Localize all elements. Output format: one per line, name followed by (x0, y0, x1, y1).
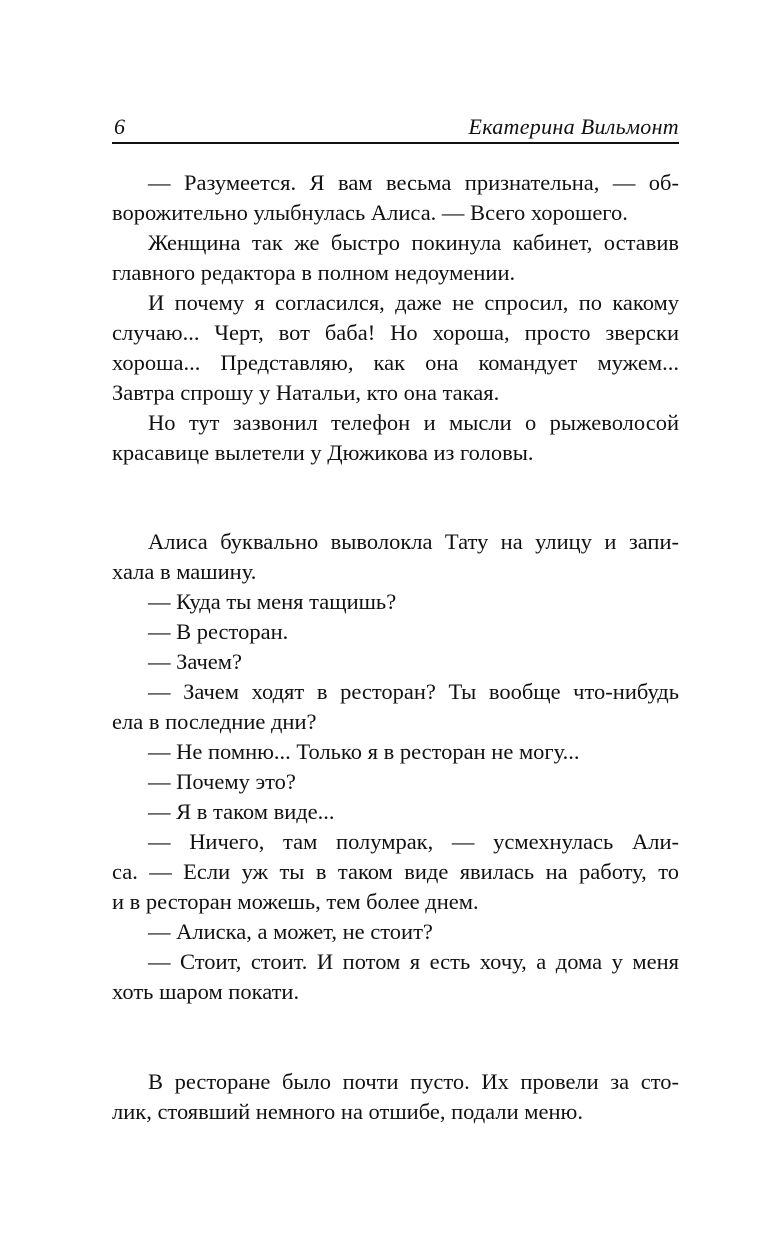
author-running-head: Екатерина Вильмонт (468, 114, 679, 139)
text-line: И почему я согласился, даже не спросил, по какому (148, 290, 679, 315)
text-line: лик, стоявший немного на отшибе, подали меню. (112, 1099, 583, 1124)
text-line: — Стоит, стоит. И потом я есть хочу, а дома у меня (148, 949, 679, 974)
text-line: Завтра спрошу у Натальи, кто она такая. (112, 380, 500, 405)
text-line: — Зачем ходят в ресторан? Ты вообще что-нибудь (148, 679, 679, 704)
text-line: хоть шаром покати. (112, 979, 300, 1004)
text-line: — Не помню... Только я в ресторан не могу... (148, 739, 580, 764)
text-line: ела в последние дни? (112, 709, 317, 734)
text-line: хороша... Представляю, как она командует мужем... (112, 350, 679, 375)
text-line: ворожительно улыбнулась Алиса. — Всего хорошего. (112, 200, 628, 225)
text-block-1 (112, 168, 679, 468)
text-line: случаю... Черт, вот баба! Но хороша, просто зверски (112, 320, 679, 345)
text-line: — Зачем? (148, 649, 243, 674)
text-line: Но тут зазвонил телефон и мысли о рыжеволосой (148, 410, 679, 435)
running-header (112, 112, 679, 144)
text-line: Женщина так же быстро покинула кабинет, оставив (148, 230, 679, 255)
text-line: — Куда ты меня тащишь? (148, 589, 397, 614)
text-line: — Я в таком виде... (148, 799, 335, 824)
text-line: Алиса буквально выволокла Тату на улицу и запи- (148, 529, 679, 554)
text-line: — Почему это? (148, 769, 296, 794)
text-line: — Алиска, а может, не стоит? (148, 919, 433, 944)
text-line: и в ресторан можешь, тем более днем. (112, 889, 479, 914)
text-line: — Ничего, там полумрак, — усмехнулась Али- (148, 829, 679, 854)
text-block-3 (112, 1067, 679, 1127)
text-line: — Разумеется. Я вам весьма признательна, — об- (148, 170, 679, 195)
page-number: 6 (114, 114, 125, 139)
text-line: красавице вылетели у Дюжикова из головы. (112, 440, 534, 465)
text-line: — В ресторан. (148, 619, 289, 644)
text-line: хала в машину. (112, 559, 257, 584)
text-line: главного редактора в полном недоумении. (112, 260, 516, 285)
text-block-2 (112, 527, 679, 1007)
text-line: са. — Если уж ты в таком виде явилась на работу, то (112, 859, 679, 884)
text-line: В ресторане было почти пусто. Их провели за сто- (148, 1069, 679, 1094)
